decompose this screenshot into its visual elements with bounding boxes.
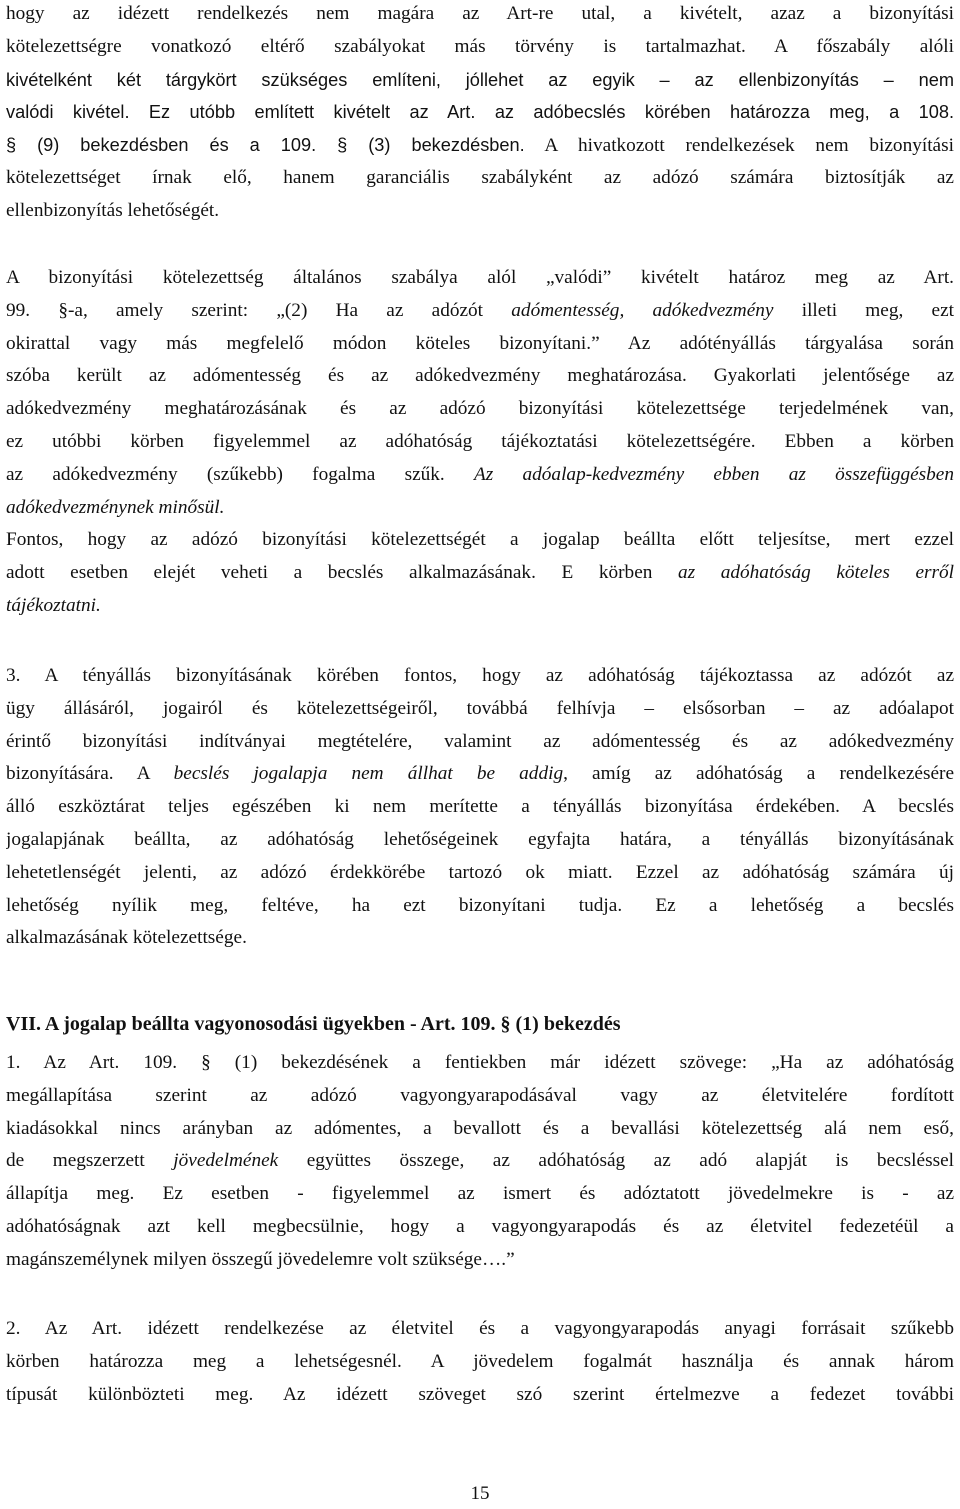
text-line xyxy=(6,1145,954,1178)
text-line: 3. A tényállás bizonyításának körében fontos, hogy az adóhatóság tájékoztassa az adózót az xyxy=(6,665,954,686)
text-line: A bizonyítási kötelezettség általános szabálya alól „valódi” kivételt határoz meg az Art. xyxy=(6,267,954,288)
text-line: hogy az idézett rendelkezés nem magára az Art-re utal, a kivételt, azaz a bizonyítási xyxy=(6,3,954,24)
text-span: együttes összege, az adóhatóság az adó alapját is becsléssel xyxy=(278,1150,954,1172)
text-line: jogalapjának beállta, az adóhatóság lehetőségeinek egyfajta határa, a tényállás bizonyításának xyxy=(6,828,954,850)
paragraph-4 xyxy=(6,1047,954,1277)
italic-span: adómentesség, adókedvezmény xyxy=(511,299,774,321)
text-span: adott esetben elejét veheti a becslés alkalmazásának. E körben xyxy=(6,562,678,584)
text-line: álló eszköztárat teljes egészében ki nem merítette a tényállás bizonyítása érdekében. A becslés xyxy=(6,796,954,818)
text-line: Fontos, hogy az adózó bizonyítási kötelezettségét a jogalap beállta előtt teljesítse, mert ezzel xyxy=(6,529,954,551)
text-line xyxy=(6,758,954,791)
italic-span: becslés jogalapja nem állhat be addig xyxy=(173,763,564,785)
italic-span: az adóhatóság köteles erről xyxy=(678,562,954,584)
text-line xyxy=(6,129,954,162)
italic-span: jövedelmének xyxy=(173,1150,279,1172)
text-line: 2. Az Art. idézett rendelkezése az életvitel és a vagyongyarapodás anyagi forrásait szűkebb xyxy=(6,1318,954,1339)
text-line: lehetetlenségét jelenti, az adózó érdekkörébe tartozó ok miatt. Ezzel az adóhatóság számára új xyxy=(6,861,954,883)
text-line: lehetőség nyílik meg, feltéve, ha ezt bizonyítani tudja. Ez a lehetőség a becslés xyxy=(6,894,954,916)
text-line: ellenbizonyítás lehetőségét. xyxy=(6,199,220,221)
text-line: kötelezettségre vonatkozó eltérő szabályokat más törvény is tartalmazhat. A főszabály alóli xyxy=(6,35,954,57)
page-number: 15 xyxy=(470,1483,490,1504)
text-line: körben határozza meg a lehetségesnél. A jövedelem fogalmát használja és annak három xyxy=(6,1350,954,1372)
text-line xyxy=(6,557,954,590)
text-span: de megszerzett xyxy=(6,1150,174,1172)
text-line: alkalmazásának kötelezettsége. xyxy=(6,927,247,949)
text-line: okirattal vagy más megfelelő módon köteles bizonyítani.” Az adótényállás tárgyalása során xyxy=(6,332,954,354)
text-line: adókedvezmény meghatározásának és az adózó bizonyítási kötelezettsége terjedelmének van, xyxy=(6,398,954,420)
text-line: ez utóbbi körben figyelemmel az adóhatóság tájékoztatási kötelezettségére. Ebben a körben xyxy=(6,430,954,452)
text-line: kötelezettséget írnak elő, hanem garanciális szabályként az adózó számára biztosítják az xyxy=(6,166,954,188)
text-line xyxy=(6,459,954,492)
text-line: 1. Az Art. 109. § (1) bekezdésének a fentiekben már idézett szövege: „Ha az adóhatóság xyxy=(6,1052,954,1073)
section-heading: VII. A jogalap beállta vagyonosodási ügyekben - Art. 109. § (1) bekezdés xyxy=(6,1013,621,1035)
italic-span: tájékoztatni. xyxy=(6,594,101,616)
text-line: kiadásokkal nincs arányban az adómentes, a bevallott és a bevallási kötelezettség alá nem eső, xyxy=(6,1117,954,1139)
text-line: ügy állásáról, jogairól és kötelezettségeiről, továbbá felhívja – elsősorban – az adóalapot xyxy=(6,697,954,719)
paragraph-3 xyxy=(6,660,954,955)
text-line: állapítja meg. Ez esetben - figyelemmel az ismert és adóztatott jövedelmekre is - az xyxy=(6,1183,954,1205)
text-span: 99. §-a, amely szerint: „(2) Ha az adózót xyxy=(6,299,512,321)
text-span: illeti meg, ezt xyxy=(773,299,954,321)
text-line: adóhatóságnak azt kell megbecsülnie, hogy a vagyongyarapodás és az életvitel fedezetéül a xyxy=(6,1215,954,1237)
text-line: magánszemélynek milyen összegű jövedelemre volt szüksége….” xyxy=(6,1248,515,1270)
text-span: A hivatkozott rendelkezések nem bizonyítási xyxy=(524,135,954,157)
text-line xyxy=(6,590,954,623)
paragraph-5 xyxy=(6,1313,954,1411)
text-line xyxy=(6,492,954,525)
text-line: szóba került az adómentesség és az adókedvezmény meghatározása. Gyakorlati jelentősége az xyxy=(6,365,954,387)
text-line: típusát különbözteti meg. Az idézett szöveget szó szerint értelmezve a fedezet további xyxy=(6,1383,954,1405)
text-line: érintő bizonyítási indítványai megtételére, valamint az adómentesség és az adókedvezmény xyxy=(6,730,954,752)
text-span: , amíg az adóhatóság a rendelkezésére xyxy=(563,763,954,785)
text-span: az adókedvezmény (szűkebb) fogalma szűk. xyxy=(6,463,474,485)
italic-span: adókedvezménynek minősül. xyxy=(6,496,225,518)
text-span: § (9) bekezdésben és a 109. § (3) bekezdésben. xyxy=(6,135,525,156)
paragraph-1 xyxy=(6,0,954,228)
text-line: kivételként két tárgykört szükséges említeni, jóllehet az egyik – az ellenbizonyítás – nem xyxy=(6,69,954,90)
text-span: bizonyítására. A xyxy=(6,763,174,785)
text-line xyxy=(6,295,954,328)
text-line: valódi kivétel. Ez utóbb említett kivételt az Art. az adóbecslés körében határozza meg, a 108. xyxy=(6,102,954,123)
text-line: megállapítása szerint az adózó vagyongyarapodásával vagy az életvitelére fordított xyxy=(6,1084,954,1106)
paragraph-2 xyxy=(6,262,954,623)
italic-span: Az adóalap-kedvezmény ebben az összefüggésben xyxy=(473,463,954,485)
